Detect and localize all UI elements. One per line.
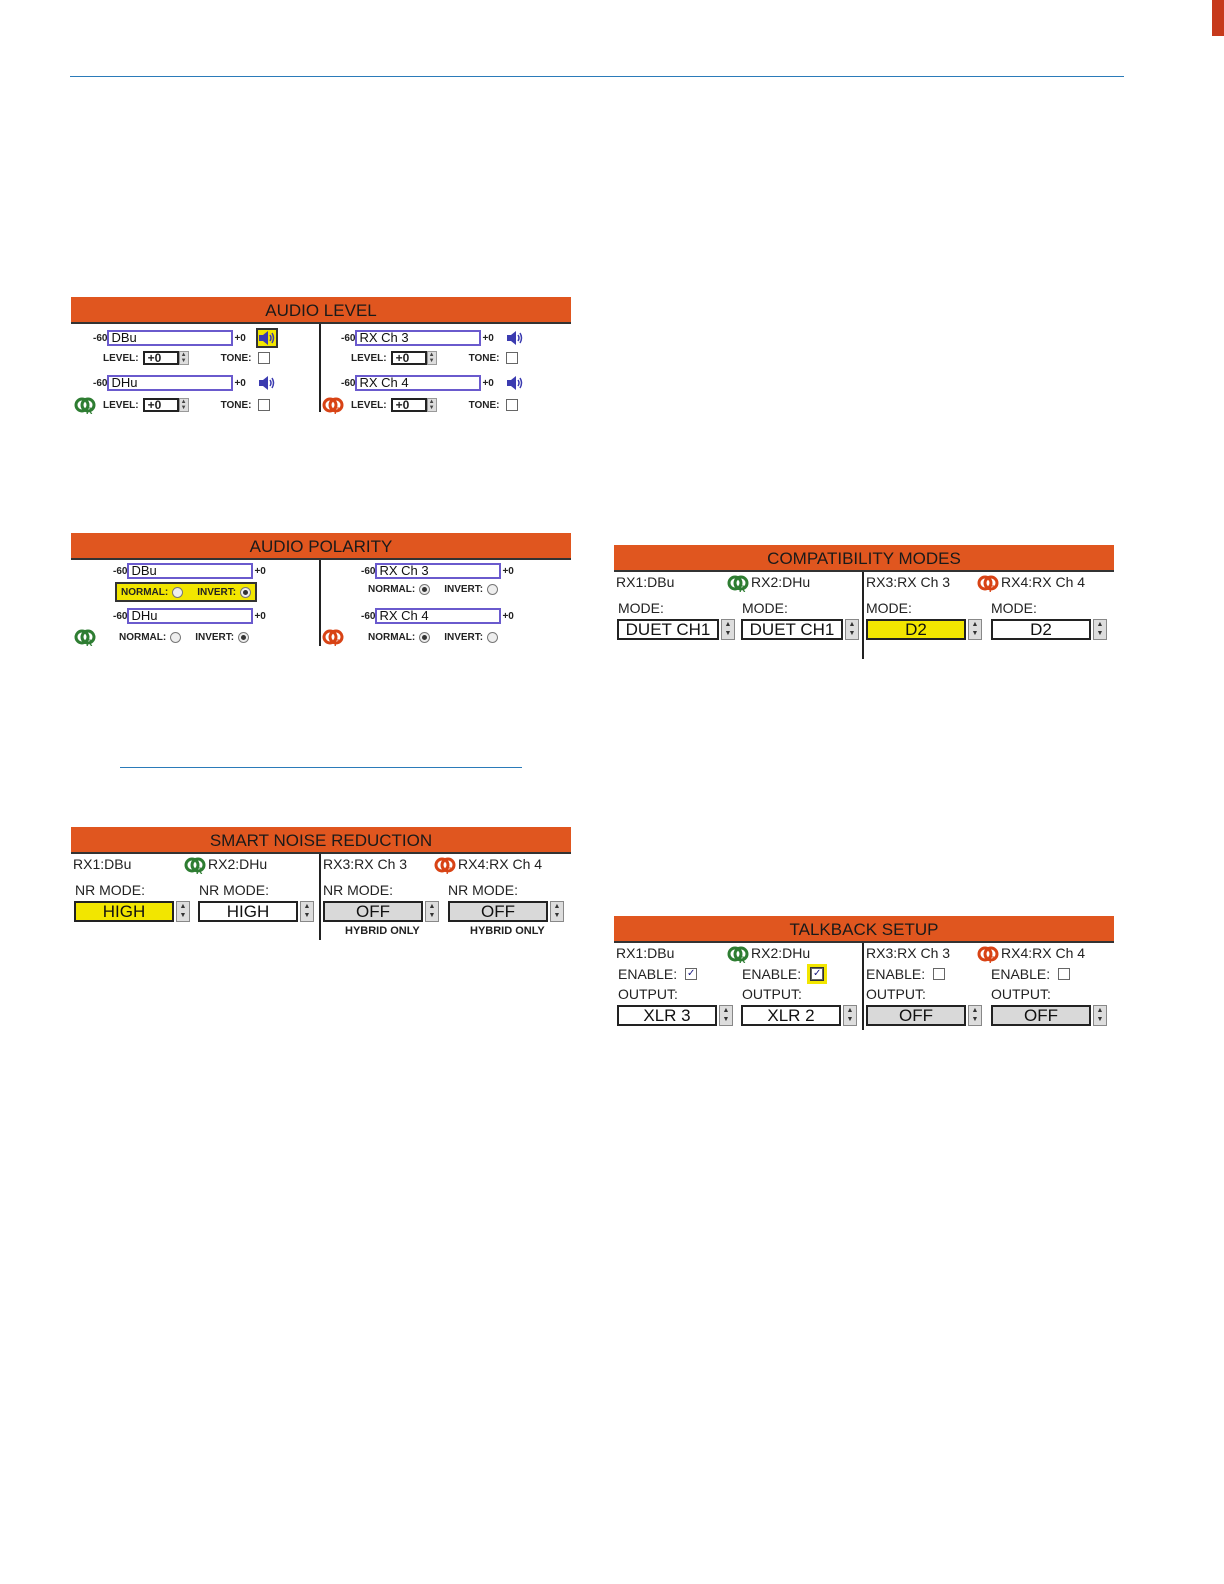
invert-label: INVERT:: [444, 584, 484, 595]
polarity-meter-row: [361, 563, 514, 579]
output-label: OUTPUT:: [742, 986, 802, 1002]
audio-polarity-title: AUDIO POLARITY: [71, 533, 571, 560]
green-chain-icon: [726, 572, 750, 594]
level-input[interactable]: +0: [391, 398, 427, 412]
meter-min-label: -60: [361, 565, 376, 577]
svg-text:R: R: [196, 866, 203, 876]
mode-label: MODE:: [866, 600, 912, 616]
enable-row: [742, 966, 823, 982]
rx2-label: RX2:DHu: [208, 856, 268, 872]
mode-select[interactable]: [741, 619, 859, 640]
normal-label: NORMAL:: [368, 631, 416, 643]
talkback-setup-panel: [614, 916, 1114, 1032]
meter-min-label: -60: [113, 565, 128, 577]
orange-chain-icon: [321, 394, 345, 416]
meter-max-label: +0: [482, 377, 494, 389]
orange-chain-icon: [976, 572, 1000, 594]
svg-text:R: R: [739, 584, 746, 594]
output-label: OUTPUT:: [991, 986, 1051, 1002]
meter-min-label: -60: [93, 377, 108, 389]
polarity-meter-row: [361, 608, 514, 624]
channel-name-field[interactable]: DHu: [127, 608, 253, 624]
hybrid-only-note: HYBRID ONLY: [345, 925, 420, 937]
meter-max-label: +0: [254, 565, 266, 577]
polarity-selector: [73, 626, 249, 648]
rx3-label: RX3:RX Ch 3: [866, 574, 951, 590]
svg-text:R: R: [739, 955, 746, 965]
output-spinner[interactable]: ▲ ▼: [1093, 1005, 1107, 1026]
normal-label: NORMAL:: [119, 631, 167, 643]
level-meter-row: [93, 373, 278, 393]
tone-label: TONE:: [220, 352, 252, 364]
audio-polarity-panel: [71, 533, 571, 648]
mode-select[interactable]: [617, 619, 735, 640]
nr-mode-value[interactable]: OFF: [448, 901, 548, 922]
rx1-label: RX1:DBu: [73, 856, 132, 872]
mode-select[interactable]: [991, 619, 1107, 640]
speaker-icon[interactable]: [256, 328, 278, 348]
normal-radio[interactable]: [170, 632, 181, 643]
rx4-label: RX4:RX Ch 4: [1001, 945, 1086, 961]
polarity-selector: [321, 626, 498, 648]
svg-text:F: F: [989, 584, 995, 594]
meter-max-label: +0: [234, 377, 246, 389]
output-value[interactable]: OFF: [866, 1005, 966, 1026]
output-label: OUTPUT:: [866, 986, 926, 1002]
level-input[interactable]: +0: [391, 351, 427, 365]
output-label: OUTPUT:: [618, 986, 678, 1002]
normal-radio[interactable]: [419, 584, 430, 595]
divider: [862, 572, 864, 659]
invert-label: INVERT:: [195, 631, 235, 643]
level-control-row: [73, 394, 270, 416]
divider: [862, 943, 864, 1030]
orange-chain-icon: [433, 854, 457, 876]
audio-level-title: AUDIO LEVEL: [71, 297, 571, 324]
mode-value[interactable]: DUET CH1: [741, 619, 843, 640]
channel-name-field[interactable]: RX Ch 3: [355, 330, 481, 346]
level-spinner[interactable]: ▲ ▼: [179, 351, 189, 365]
normal-radio[interactable]: [172, 587, 183, 598]
channel-name-field[interactable]: RX Ch 4: [355, 375, 481, 391]
mode-label: MODE:: [991, 600, 1037, 616]
meter-min-label: -60: [113, 610, 128, 622]
output-value[interactable]: XLR 2: [741, 1005, 841, 1026]
svg-text:R: R: [86, 406, 93, 416]
snr-title: SMART NOISE REDUCTION: [71, 827, 571, 854]
level-meter-row: [93, 328, 278, 348]
level-control-row: [351, 351, 518, 365]
channel-name-field[interactable]: DBu: [127, 563, 253, 579]
enable-checkbox[interactable]: [1058, 968, 1070, 980]
meter-max-label: +0: [502, 610, 514, 622]
nr-mode-label: NR MODE:: [199, 882, 269, 898]
page-corner-tab: [1212, 0, 1224, 36]
audio-level-panel: [71, 297, 571, 414]
level-control-row: [103, 351, 270, 365]
output-value[interactable]: XLR 3: [617, 1005, 717, 1026]
nr-mode-select[interactable]: [198, 901, 314, 922]
mode-value[interactable]: D2: [991, 619, 1091, 640]
mode-spinner[interactable]: ▲ ▼: [968, 619, 982, 640]
rx3-label: RX3:RX Ch 3: [323, 856, 408, 872]
green-chain-icon: [183, 854, 207, 876]
mode-label: MODE:: [618, 600, 664, 616]
speaker-icon[interactable]: [504, 373, 526, 393]
output-select[interactable]: [991, 1005, 1107, 1026]
top-rule: [70, 76, 1124, 77]
enable-checkbox-checked[interactable]: ✓: [812, 968, 822, 979]
talkback-title: TALKBACK SETUP: [614, 916, 1114, 943]
meter-max-label: +0: [482, 332, 494, 344]
mode-spinner[interactable]: ▲ ▼: [845, 619, 859, 640]
output-select[interactable]: [741, 1005, 857, 1026]
level-spinner[interactable]: ▲ ▼: [427, 398, 437, 412]
normal-label: NORMAL:: [368, 584, 416, 595]
mode-value[interactable]: D2: [866, 619, 966, 640]
meter-min-label: -60: [361, 610, 376, 622]
enable-row: [618, 966, 697, 982]
mode-spinner[interactable]: ▲ ▼: [721, 619, 735, 640]
rx2-label: RX2:DHu: [751, 574, 811, 590]
enable-label: ENABLE:: [618, 966, 678, 982]
nr-mode-spinner[interactable]: ▲ ▼: [300, 901, 314, 922]
nr-mode-select[interactable]: [448, 901, 564, 922]
invert-radio[interactable]: [487, 632, 498, 643]
level-meter-row: [341, 373, 526, 393]
svg-text:F: F: [334, 638, 340, 648]
meter-min-label: -60: [93, 332, 108, 344]
smart-noise-reduction-panel: [71, 827, 571, 942]
meter-min-label: -60: [341, 377, 356, 389]
svg-text:R: R: [86, 638, 93, 648]
nr-mode-value[interactable]: OFF: [323, 901, 423, 922]
nr-mode-select[interactable]: [74, 901, 190, 922]
invert-radio[interactable]: [238, 632, 249, 643]
svg-text:F: F: [446, 866, 452, 876]
nr-mode-label: NR MODE:: [75, 882, 145, 898]
compat-title: COMPATIBILITY MODES: [614, 545, 1114, 572]
level-meter-row: [341, 328, 526, 348]
enable-label: ENABLE:: [742, 966, 802, 982]
invert-radio[interactable]: [487, 584, 498, 595]
output-value[interactable]: OFF: [991, 1005, 1091, 1026]
mode-spinner[interactable]: ▲ ▼: [1093, 619, 1107, 640]
channel-name-field[interactable]: DBu: [107, 330, 233, 346]
normal-radio[interactable]: [419, 632, 430, 643]
level-label: LEVEL:: [351, 352, 387, 364]
channel-name-field[interactable]: DHu: [107, 375, 233, 391]
hybrid-only-note: HYBRID ONLY: [470, 925, 545, 937]
channel-name-field[interactable]: RX Ch 3: [375, 563, 501, 579]
tone-label: TONE:: [220, 399, 252, 411]
compatibility-modes-panel: [614, 545, 1114, 661]
polarity-meter-row: [113, 563, 266, 579]
level-control-row: [321, 394, 518, 416]
meter-max-label: +0: [254, 610, 266, 622]
output-spinner[interactable]: ▲ ▼: [719, 1005, 733, 1026]
level-spinner[interactable]: ▲ ▼: [179, 398, 189, 412]
invert-label: INVERT:: [197, 586, 237, 598]
level-input[interactable]: +0: [143, 398, 179, 412]
meter-min-label: -60: [341, 332, 356, 344]
level-label: LEVEL:: [103, 399, 139, 411]
nr-mode-value[interactable]: HIGH: [74, 901, 174, 922]
polarity-selector-highlighted: [115, 582, 257, 602]
level-spinner[interactable]: ▲ ▼: [427, 351, 437, 365]
nr-mode-value[interactable]: HIGH: [198, 901, 298, 922]
invert-radio[interactable]: [240, 587, 251, 598]
invert-label: INVERT:: [444, 631, 484, 643]
speaker-icon[interactable]: [504, 328, 526, 348]
tone-label: TONE:: [468, 352, 500, 364]
enable-row: [991, 966, 1070, 982]
orange-chain-icon: [976, 943, 1000, 965]
polarity-selector: [368, 584, 498, 595]
meter-max-label: +0: [234, 332, 246, 344]
green-chain-icon: [726, 943, 750, 965]
tone-label: TONE:: [468, 399, 500, 411]
rx3-label: RX3:RX Ch 3: [866, 945, 951, 961]
nr-mode-spinner[interactable]: ▲ ▼: [550, 901, 564, 922]
enable-row: [866, 966, 945, 982]
enable-label: ENABLE:: [991, 966, 1051, 982]
svg-text:F: F: [989, 955, 995, 965]
nr-mode-spinner[interactable]: ▲ ▼: [176, 901, 190, 922]
channel-name-field[interactable]: RX Ch 4: [375, 608, 501, 624]
meter-max-label: +0: [502, 565, 514, 577]
nr-mode-label: NR MODE:: [448, 882, 518, 898]
section-rule: [120, 767, 522, 768]
divider: [319, 854, 321, 940]
rx1-label: RX1:DBu: [616, 574, 675, 590]
level-label: LEVEL:: [351, 399, 387, 411]
mode-label: MODE:: [742, 600, 788, 616]
output-spinner[interactable]: ▲ ▼: [968, 1005, 982, 1026]
green-chain-icon: [73, 394, 97, 416]
tone-checkbox[interactable]: [506, 352, 518, 364]
level-label: LEVEL:: [103, 352, 139, 364]
enable-checkbox-checked[interactable]: ✓: [686, 968, 696, 979]
rx4-label: RX4:RX Ch 4: [458, 856, 543, 872]
output-select[interactable]: [866, 1005, 982, 1026]
level-input[interactable]: +0: [143, 351, 179, 365]
output-select[interactable]: [617, 1005, 733, 1026]
output-spinner[interactable]: ▲ ▼: [843, 1005, 857, 1026]
polarity-meter-row: [113, 608, 266, 624]
rx4-label: RX4:RX Ch 4: [1001, 574, 1086, 590]
enable-label: ENABLE:: [866, 966, 926, 982]
nr-mode-label: NR MODE:: [323, 882, 393, 898]
tone-checkbox[interactable]: [258, 399, 270, 411]
orange-chain-icon: [321, 626, 345, 648]
normal-label: NORMAL:: [121, 586, 169, 598]
tone-checkbox[interactable]: [258, 352, 270, 364]
rx2-label: RX2:DHu: [751, 945, 811, 961]
svg-text:F: F: [334, 406, 340, 416]
rx1-label: RX1:DBu: [616, 945, 675, 961]
nr-mode-select[interactable]: [323, 901, 439, 922]
mode-value[interactable]: DUET CH1: [617, 619, 719, 640]
tone-checkbox[interactable]: [506, 399, 518, 411]
speaker-icon[interactable]: [256, 373, 278, 393]
nr-mode-spinner[interactable]: ▲ ▼: [425, 901, 439, 922]
green-chain-icon: [73, 626, 97, 648]
enable-checkbox[interactable]: [933, 968, 945, 980]
mode-select[interactable]: [866, 619, 982, 640]
